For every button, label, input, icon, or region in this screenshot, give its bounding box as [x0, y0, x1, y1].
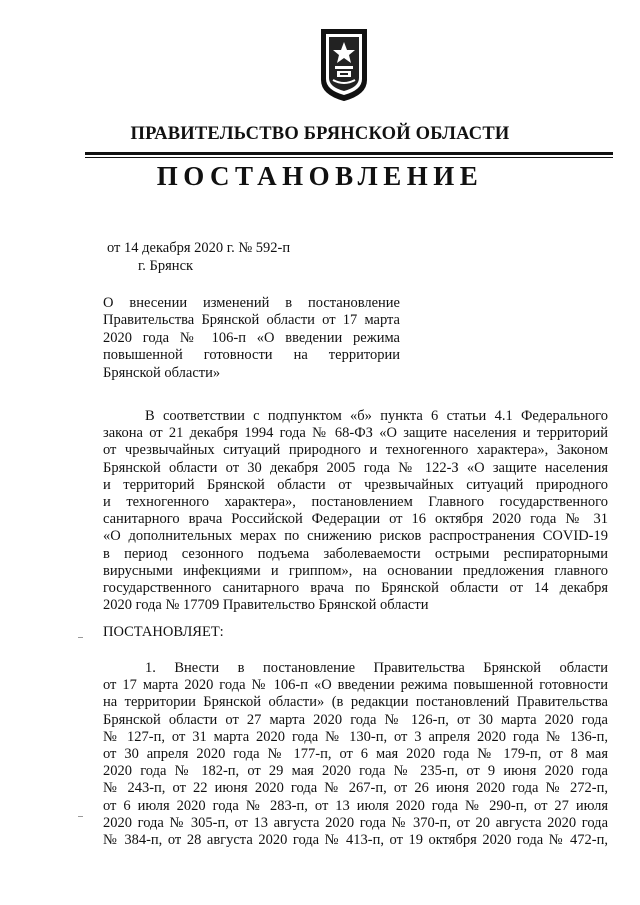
paragraph-line: 2020 года № 182-п, от 29 мая 2020 года № 235-п, от 9 июня 2020 года — [103, 763, 608, 780]
scan-mark — [78, 637, 83, 638]
paragraph-line: № 384-п, от 28 августа 2020 года № 413-п, от 19 октября 2020 года № 472-п, — [103, 831, 608, 848]
scan-mark — [78, 816, 83, 817]
paragraph-line: в период сезонного подъема заболеваемости острыми респираторными — [103, 545, 608, 562]
resolve-heading: ПОСТАНОВЛЯЕТ: — [103, 624, 224, 640]
paragraph-line: «О дополнительных мерах по снижению рисков распространения COVID-19 — [103, 528, 608, 545]
document-date-number: от 14 декабря 2020 г. № 592-п — [107, 240, 291, 256]
header-rule-thin — [85, 157, 613, 158]
paragraph-line: 1. Внести в постановление Правительства Брянской области — [145, 660, 608, 676]
paragraph-line: от чрезвычайных ситуаций природного и техногенного характера», Законом — [103, 442, 608, 459]
paragraph-line: В соответствии с подпунктом «б» пункта 6 статьи 4.1 Федерального — [145, 408, 608, 424]
subject-line: Брянской области» — [103, 364, 221, 381]
paragraph-line: № 127-п, от 31 марта 2020 года № 130-п, от 3 апреля 2020 года № 136-п, — [103, 728, 608, 745]
paragraph-line: Брянской области от 30 декабря 2005 года № 122-З «О защите населения — [103, 459, 608, 476]
preamble-paragraph — [103, 408, 608, 614]
paragraph-line: от 30 апреля 2020 года № 177-п, от 6 мая 2020 года № 179-п, от 8 мая — [103, 745, 608, 762]
paragraph-line: и техногенного характера», постановлением Главного государственного — [103, 493, 608, 510]
subject-line: О внесении изменений в постановление — [103, 295, 400, 311]
paragraph-line: № 243-п, от 22 июня 2020 года № 267-п, от 26 июня 2020 года № 272-п, — [103, 780, 608, 797]
document-title: ПОСТАНОВЛЕНИЕ — [156, 161, 484, 191]
paragraph-line: от 17 марта 2020 года № 106-п «О введении режима повышенной готовности — [103, 677, 608, 694]
paragraph-line: вирусными инфекциями и гриппом», на основании предложения главного — [103, 562, 608, 579]
document-subject — [103, 295, 400, 382]
header-rule-thick — [85, 152, 613, 155]
paragraph-line: 2020 года № 17709 Правительство Брянской области — [103, 597, 429, 614]
paragraph-line: Брянской области от 27 марта 2020 года № 126-п, от 30 марта 2020 года — [103, 711, 608, 728]
organization-name: ПРАВИТЕЛЬСТВО БРЯНСКОЙ ОБЛАСТИ — [130, 124, 510, 144]
coat-of-arms-icon — [319, 28, 369, 102]
subject-line: повышенной готовности на территории — [103, 347, 400, 364]
subject-line: Правительства Брянской области от 17 марта — [103, 312, 400, 329]
document-city: г. Брянск — [138, 258, 194, 274]
paragraph-line: и территорий Брянской области от чрезвычайных ситуаций природного — [103, 476, 608, 493]
paragraph-line: на территории Брянской области» (в редакции постановлений Правительства — [103, 694, 608, 711]
paragraph-line: от 6 июля 2020 года № 283-п, от 13 июля 2020 года № 290-п, от 27 июля — [103, 797, 608, 814]
subject-line: 2020 года № 106-п «О введении режима — [103, 329, 400, 346]
paragraph-line: 2020 года № 305-п, от 13 августа 2020 года № 370-п, от 20 августа 2020 года — [103, 814, 608, 831]
paragraph-line: санитарного врача Российской Федерации от 16 октября 2020 года № 31 — [103, 511, 608, 528]
paragraph-line: закона от 21 декабря 1994 года № 68-ФЗ «О защите населения и территорий — [103, 425, 608, 442]
paragraph-line: государственного санитарного врача по Брянской области от 14 декабря — [103, 579, 608, 596]
item-1-paragraph — [103, 660, 608, 849]
